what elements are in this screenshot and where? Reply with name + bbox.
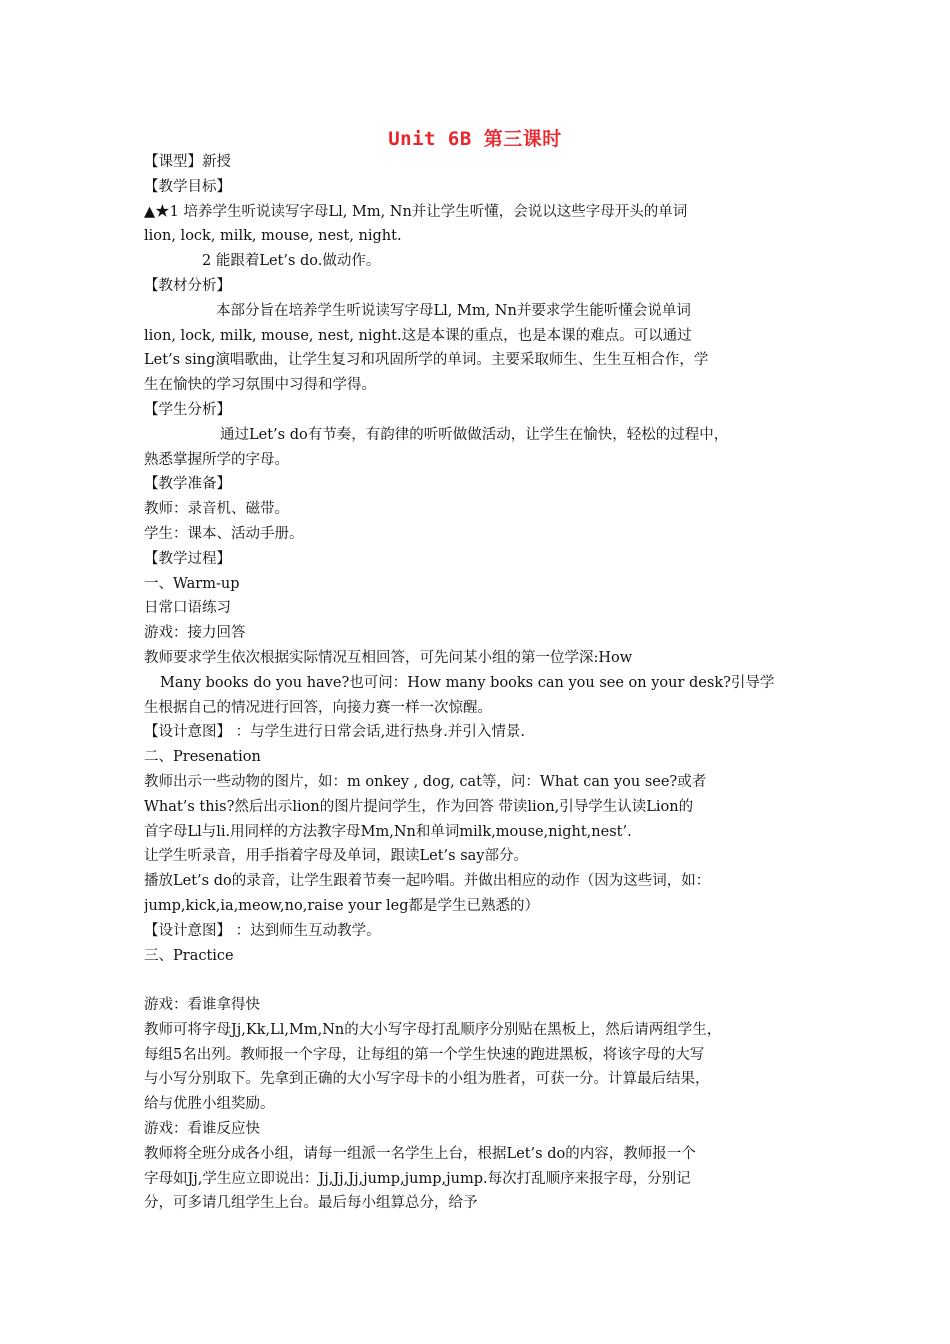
paragraph-line: 让学生听录音，用手指着字母及单词，跟读Let’s say部分。 xyxy=(144,848,528,865)
paragraph-line: lion, lock, milk, mouse, nest, night.这是本课的重点，也是本课的难点。可以通过 xyxy=(144,327,692,344)
paragraph-line: Let’s sing演唱歌曲，让学生复习和巩固所学的单词。主要采取师生、生生互相合作，学 xyxy=(144,352,709,369)
paragraph-line: 教师将全班分成各小组，请每一组派一名学生上台，根据Let’s do的内容，教师报一个 xyxy=(144,1145,696,1162)
paragraph-line: lion, lock, milk, mouse, nest, night. xyxy=(144,228,402,245)
paragraph-line: 教师要求学生依次根据实际情况互相回答，可先问某小组的第一位学深:How xyxy=(144,649,633,666)
blank-line xyxy=(144,968,816,993)
paragraph-line: 播放Let’s do的录音，让学生跟着节奏一起吟唱。并做出相应的动作（因为这些词，如： xyxy=(144,873,711,890)
paragraph-line: 给与优胜小组奖励。 xyxy=(144,1096,275,1113)
paragraph-line: 2 能跟着Let’s do.做动作。 xyxy=(202,253,381,270)
paragraph-line: Many books do you have?也可问：How many books can you see on your desk?引导学 xyxy=(160,674,775,691)
paragraph-line: 首字母Ll与li.用同样的方法教字母Mm,Nn和单词milk,mouse,night,nest’. xyxy=(144,823,632,840)
subsection-heading-presentation: 二、Presenation xyxy=(144,749,261,766)
paragraph-line: 本部分旨在培养学生听说读写字母Ll, Mm, Nn并要求学生能听懂会说单词 xyxy=(216,302,691,319)
paragraph-line: 教师可将字母Jj,Kk,Ll,Mm,Nn的大小写字母打乱顺序分别贴在黑板上，然后请两组学生， xyxy=(144,1021,722,1038)
paragraph-line: 熟悉掌握所学的字母。 xyxy=(144,451,289,468)
paragraph-line: 与小写分别取下。先拿到正确的大小写字母卡的小组为胜者，可获一分。计算最后结果， xyxy=(144,1071,710,1088)
paragraph-line: 生根据自己的情况进行回答，向接力赛一样一次惊醒。 xyxy=(144,699,492,716)
subsection-heading-practice: 三、Practice xyxy=(144,947,234,964)
document-body xyxy=(144,150,816,1216)
paragraph-line: 游戏：看谁拿得快 xyxy=(144,997,260,1014)
paragraph-line: 生在愉快的学习氛围中习得和学得。 xyxy=(144,377,376,394)
paragraph-line: ▲★1 培养学生听说读写字母Ll, Mm, Nn并让学生听懂，会说以这些字母开头的单词 xyxy=(144,203,688,220)
paragraph-line: 教师出示一些动物的图片，如：m onkey , dog, cat等，问：What can you see?或者 xyxy=(144,773,707,790)
section-heading-lesson-type: 【课型】新授 xyxy=(144,154,231,170)
paragraph-line: 游戏：接力回答 xyxy=(144,625,246,642)
paragraph-line: 每组5名出列。教师报一个字母，让每组的第一个学生快速的跑进黑板，将该字母的大写 xyxy=(144,1046,705,1063)
section-heading-student-analysis: 【学生分析】 xyxy=(144,401,231,418)
document-title: Unit 6B 第三课时 xyxy=(388,128,562,150)
paragraph-line: 通过Let’s do有节奏，有韵律的听听做做活动，让学生在愉快，轻松的过程中， xyxy=(220,426,729,443)
section-heading-objectives: 【教学目标】 xyxy=(144,178,231,195)
subsection-heading-warmup: 一、Warm-up xyxy=(144,575,240,592)
paragraph-line: jump,kick,ia,meow,no,raise your leg都是学生已熟悉的） xyxy=(144,897,539,914)
paragraph-line: 学生：课本、活动手册。 xyxy=(144,525,304,542)
section-heading-process: 【教学过程】 xyxy=(144,550,231,567)
paragraph-line: 分，可多请几组学生上台。最后每小组算总分，给予 xyxy=(144,1195,478,1212)
paragraph-line: 字母如Jj,学生应立即说出：Jj,Jj,Jj,jump,jump,jump.每次打乱顺序来报字母，分别记 xyxy=(144,1170,691,1187)
design-intent-line: 【设计意图】 ：与学生进行日常会话,进行热身.并引入情景. xyxy=(144,724,525,741)
paragraph-line: What’s this?然后出示lion的图片提问学生，作为回答 带读lion,引导学生认读Lion的 xyxy=(144,798,694,815)
design-intent-line: 【设计意图】 ：达到师生互动教学。 xyxy=(144,922,381,939)
section-heading-material-analysis: 【教材分析】 xyxy=(144,277,231,294)
paragraph-line: 教师：录音机、磁带。 xyxy=(144,501,289,518)
section-heading-preparation: 【教学准备】 xyxy=(144,476,231,493)
paragraph-line: 游戏：看谁反应快 xyxy=(144,1121,260,1138)
paragraph-line: 日常口语练习 xyxy=(144,600,231,617)
